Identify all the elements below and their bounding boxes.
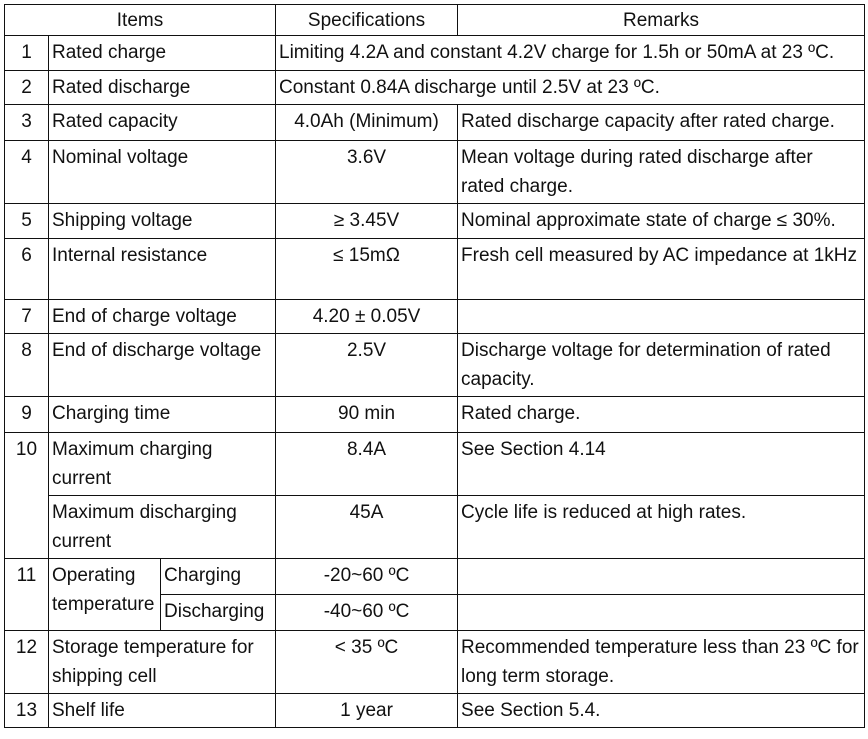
row-number: 2	[5, 71, 49, 105]
item-name: Shelf life	[49, 694, 276, 728]
row-number: 10	[5, 433, 49, 559]
table-row	[5, 694, 865, 728]
item-name: Maximum discharging current	[49, 496, 276, 559]
remark-text	[458, 300, 865, 334]
item-name: Charging time	[49, 397, 276, 433]
table-row	[5, 300, 865, 334]
sub-item: Charging	[161, 559, 276, 595]
header-row	[5, 5, 865, 36]
row-number: 1	[5, 36, 49, 71]
specification-value: 1 year	[276, 694, 458, 728]
table-row	[5, 204, 865, 239]
row-number: 3	[5, 105, 49, 141]
row-number: 8	[5, 334, 49, 397]
remark-text: Recommended temperature less than 23 ºC for long term storage.	[458, 631, 865, 694]
table-row	[5, 496, 865, 559]
remark-text	[458, 559, 865, 595]
table-row	[5, 36, 865, 71]
remark-text: See Section 5.4.	[458, 694, 865, 728]
table-row	[5, 71, 865, 105]
row-number: 7	[5, 300, 49, 334]
table-row	[5, 433, 865, 496]
remark-text	[458, 595, 865, 631]
specification-value: 90 min	[276, 397, 458, 433]
item-name: Internal resistance	[49, 239, 276, 300]
table-row	[5, 397, 865, 433]
specification-value: 2.5V	[276, 334, 458, 397]
table-row	[5, 105, 865, 141]
row-number: 11	[5, 559, 49, 631]
header-remarks: Remarks	[458, 5, 865, 36]
item-name: End of charge voltage	[49, 300, 276, 334]
specification-value: -40~60 ºC	[276, 595, 458, 631]
specification-value: -20~60 ºC	[276, 559, 458, 595]
item-name: Rated capacity	[49, 105, 276, 141]
remark-text: Mean voltage during rated discharge after rated charge.	[458, 141, 865, 204]
row-number: 13	[5, 694, 49, 728]
table-row	[5, 239, 865, 300]
remark-text: Rated charge.	[458, 397, 865, 433]
remark-text: Fresh cell measured by AC impedance at 1kHz	[458, 239, 865, 300]
row-number: 12	[5, 631, 49, 694]
row-number: 6	[5, 239, 49, 300]
item-name: Rated discharge	[49, 71, 276, 105]
remark-text: Cycle life is reduced at high rates.	[458, 496, 865, 559]
table-row	[5, 559, 865, 595]
specification-value: ≤ 15mΩ	[276, 239, 458, 300]
table-row	[5, 334, 865, 397]
remark-text: Rated discharge capacity after rated charge.	[458, 105, 865, 141]
row-number: 5	[5, 204, 49, 239]
row-number: 9	[5, 397, 49, 433]
table-row	[5, 141, 865, 204]
item-name: Nominal voltage	[49, 141, 276, 204]
specification-value: Limiting 4.2A and constant 4.2V charge for 1.5h or 50mA at 23 ºC.	[276, 36, 865, 71]
specification-value: 8.4A	[276, 433, 458, 496]
specifications-table	[4, 4, 865, 728]
specification-value: 45A	[276, 496, 458, 559]
row-number: 4	[5, 141, 49, 204]
specification-value: < 35 ºC	[276, 631, 458, 694]
item-name: Operating temperature	[49, 559, 161, 631]
header-specifications: Specifications	[276, 5, 458, 36]
item-name: Maximum charging current	[49, 433, 276, 496]
specification-value: 3.6V	[276, 141, 458, 204]
specification-value: ≥ 3.45V	[276, 204, 458, 239]
header-items: Items	[5, 5, 276, 36]
table-row	[5, 631, 865, 694]
specification-value: 4.20 ± 0.05V	[276, 300, 458, 334]
remark-text: Nominal approximate state of charge ≤ 30%.	[458, 204, 865, 239]
specification-value: 4.0Ah (Minimum)	[276, 105, 458, 141]
remark-text: Discharge voltage for determination of rated capacity.	[458, 334, 865, 397]
item-name: Storage temperature for shipping cell	[49, 631, 276, 694]
item-name: Shipping voltage	[49, 204, 276, 239]
item-name: End of discharge voltage	[49, 334, 276, 397]
sub-item: Discharging	[161, 595, 276, 631]
specification-value: Constant 0.84A discharge until 2.5V at 23 ºC.	[276, 71, 865, 105]
item-name: Rated charge	[49, 36, 276, 71]
remark-text: See Section 4.14	[458, 433, 865, 496]
